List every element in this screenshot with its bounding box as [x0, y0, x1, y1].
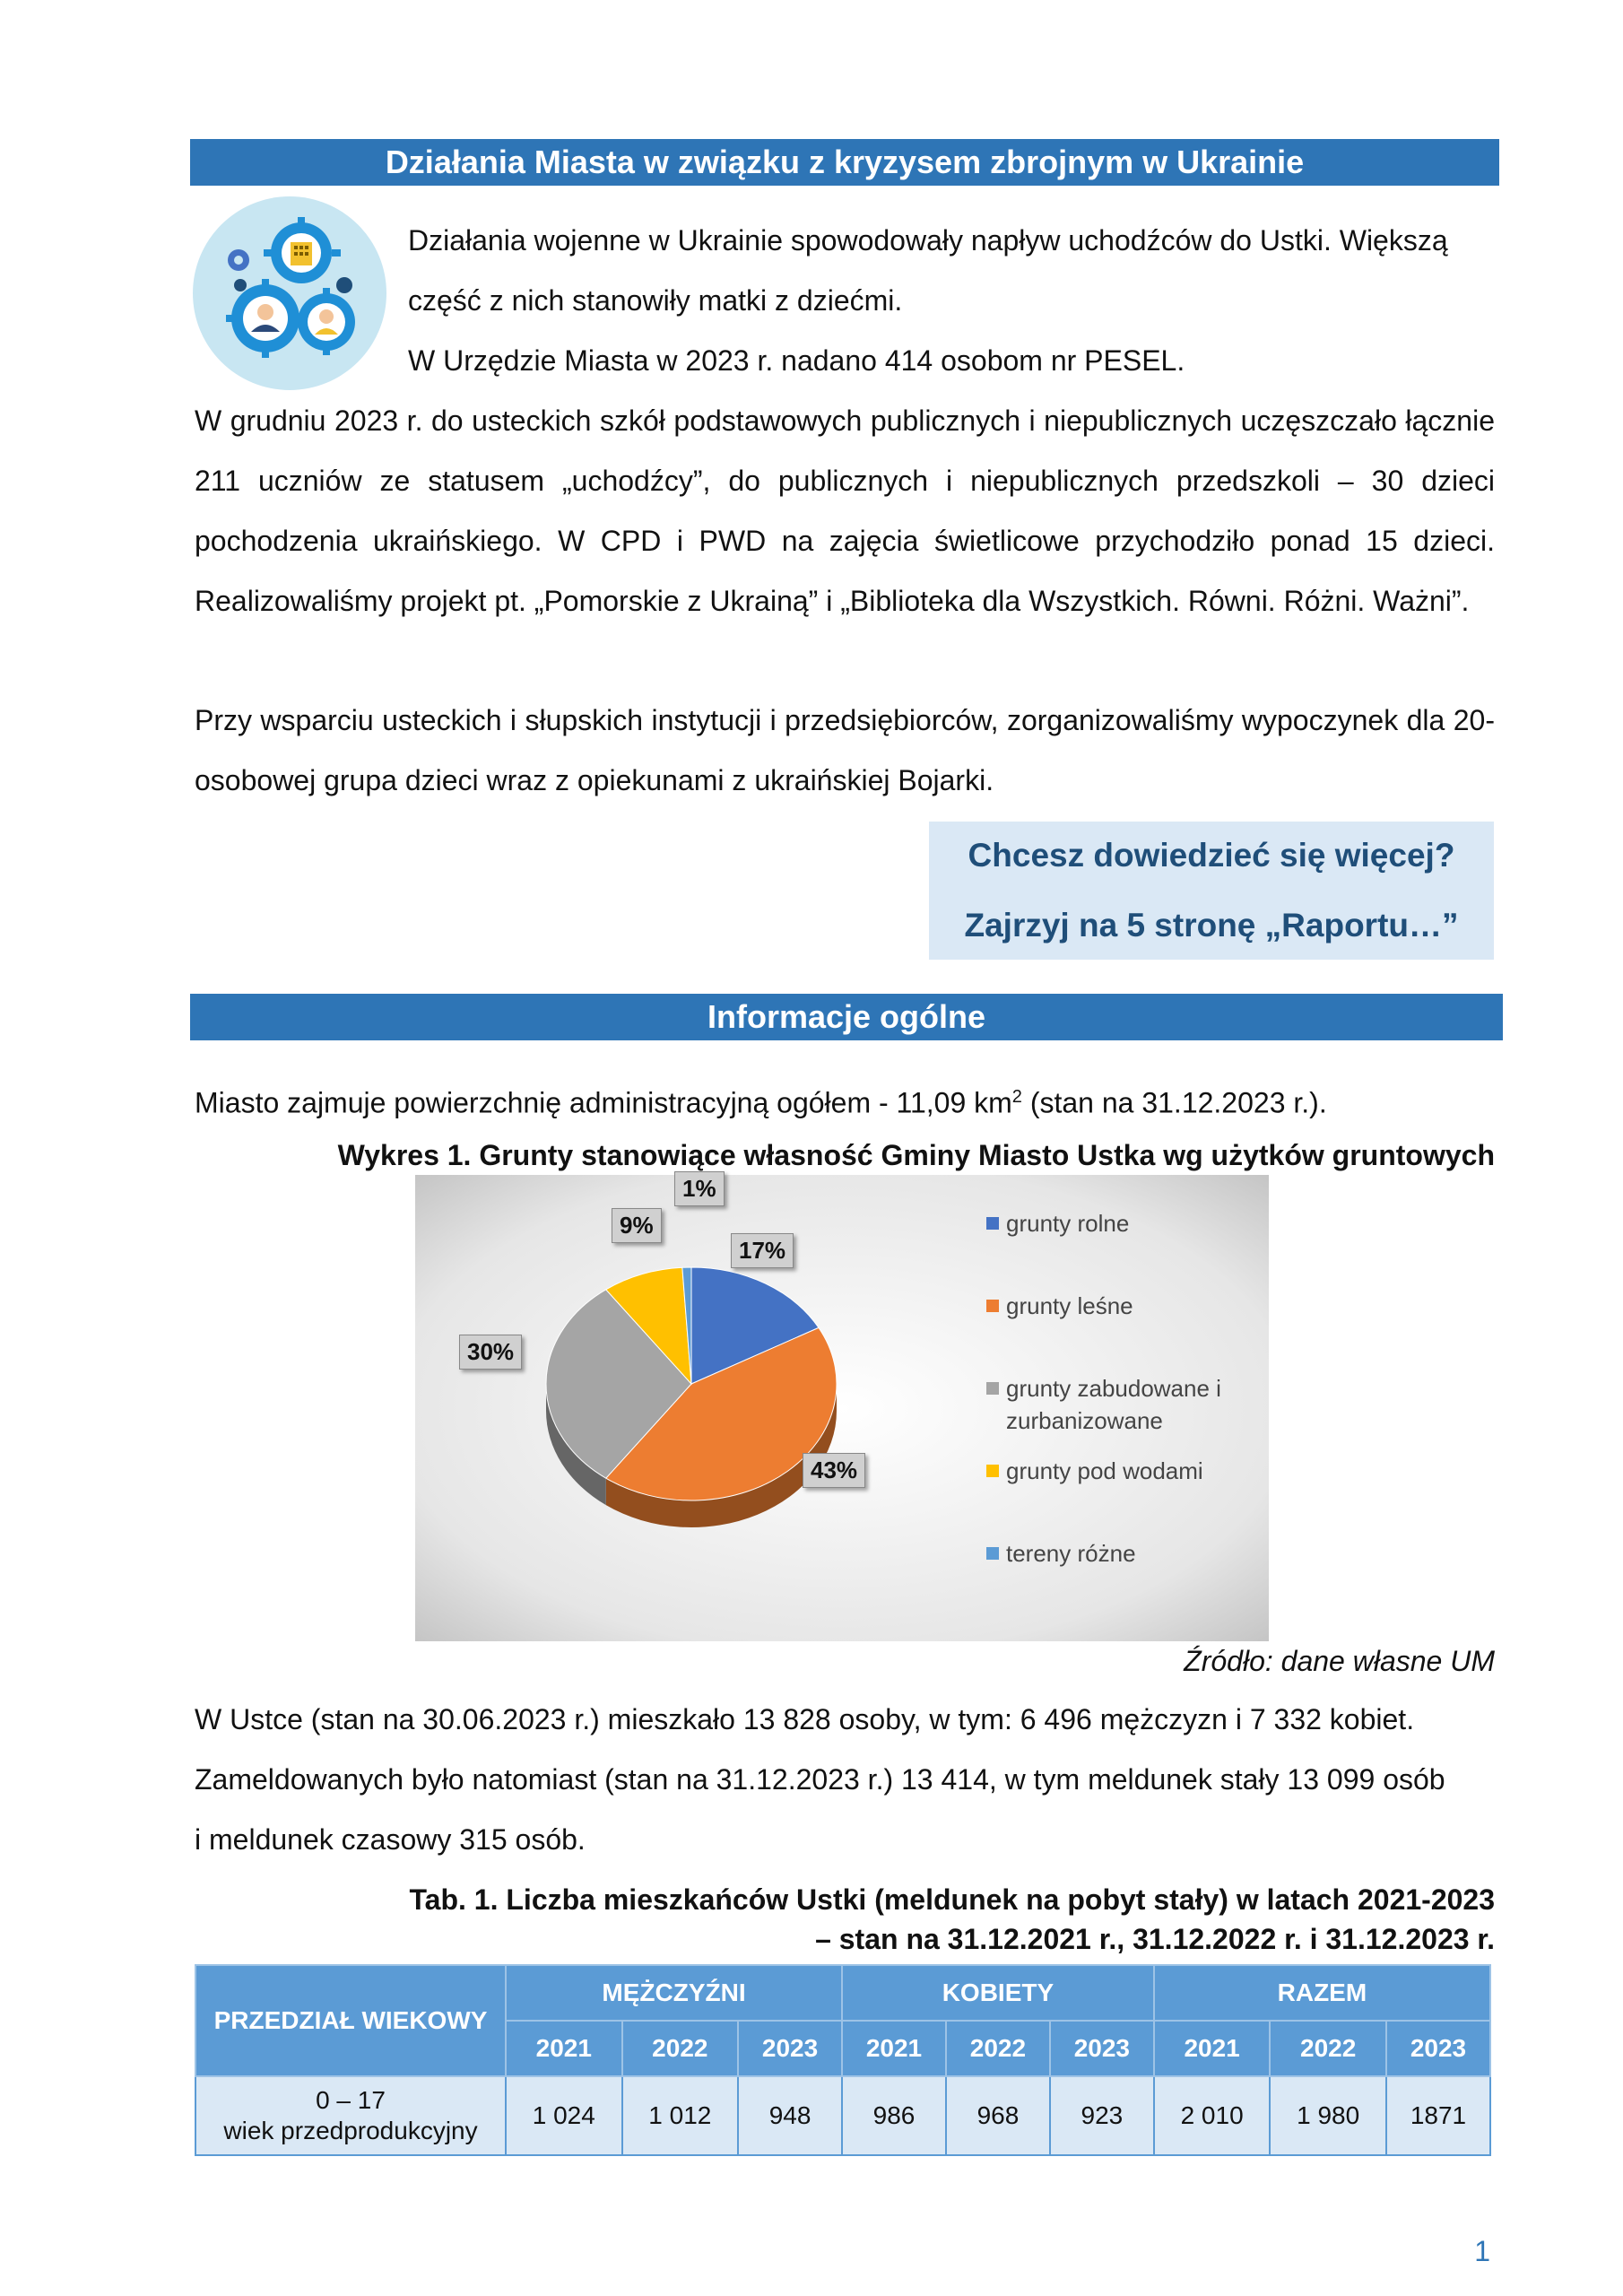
- pie-data-label: 30%: [459, 1335, 522, 1370]
- legend-label-line: tereny różne: [1006, 1540, 1136, 1567]
- legend-label: [1006, 1207, 1129, 1239]
- pie-data-label: 17%: [731, 1233, 794, 1268]
- group-header-men: MĘŻCZYŹNI: [506, 1965, 842, 2021]
- pie-data-label: 1%: [674, 1171, 725, 1206]
- area-unit-superscript: 2: [1011, 1087, 1022, 1107]
- page-number: 1: [1474, 2235, 1490, 2267]
- legend-item: [986, 1207, 1129, 1239]
- legend-item: [986, 1290, 1133, 1322]
- gears-people-icon: [192, 196, 387, 391]
- pie-data-label: 43%: [803, 1453, 865, 1488]
- table-cell: 1 980: [1270, 2076, 1386, 2155]
- legend-swatch: [986, 1382, 999, 1395]
- legend-label: [1006, 1372, 1221, 1437]
- report-callout-box: [929, 822, 1494, 960]
- holiday-support-paragraph: Przy wsparciu usteckich i słupskich instytucji i przedsiębiorców, zorganizowaliśmy wypoczynek dla 20-osobowej grupa dzieci wraz z opiekunami z ukraińskiej Bojarki.: [195, 704, 1495, 796]
- legend-label-line: grunty pod wodami: [1006, 1457, 1203, 1484]
- age-range-description: wiek przedprodukcyjny: [223, 2117, 478, 2144]
- chart-caption: Wykres 1. Grunty stanowiące własność Gminy Miasto Ustka wg użytków gruntowych: [337, 1139, 1495, 1171]
- table-cell: 923: [1050, 2076, 1154, 2155]
- table-cell: 948: [738, 2076, 842, 2155]
- population-line-3: i meldunek czasowy 315 osób.: [195, 1823, 586, 1856]
- legend-label-line: zurbanizowane: [1006, 1407, 1163, 1434]
- intro-line-2: część z nich stanowiły matki z dziećmi.: [408, 284, 903, 317]
- legend-label: [1006, 1537, 1136, 1570]
- table-cell: 986: [842, 2076, 946, 2155]
- table-caption-line-1: Tab. 1. Liczba mieszkańców Ustki (meldunek na pobyt stały) w latach 2021-2023: [409, 1883, 1495, 1916]
- legend-swatch: [986, 1465, 999, 1477]
- legend-label-line: grunty rolne: [1006, 1210, 1130, 1237]
- year-header: 2023: [1386, 2021, 1490, 2076]
- legend-item: [986, 1372, 1221, 1437]
- year-header: 2023: [1050, 2021, 1154, 2076]
- table-cell: 1 012: [622, 2076, 739, 2155]
- callout-line-1: Chcesz dowiedzieć się więcej?: [968, 837, 1455, 874]
- section-title-general-info: Informacje ogólne: [190, 994, 1503, 1040]
- table-cell: 968: [946, 2076, 1050, 2155]
- intro-line-1: Działania wojenne w Ukrainie spowodowały napływ uchodźców do Ustki. Większą: [408, 224, 1448, 257]
- legend-label: [1006, 1290, 1133, 1322]
- table-cell: 1871: [1386, 2076, 1490, 2155]
- population-line-2: Zameldowanych było natomiast (stan na 31.12.2023 r.) 13 414, w tym meldunek stały 13 099 osób: [195, 1763, 1445, 1796]
- city-area-text: [195, 1067, 1495, 1134]
- legend-label-line: grunty leśne: [1006, 1292, 1133, 1319]
- group-header-total: RAZEM: [1154, 1965, 1490, 2021]
- legend-item: [986, 1537, 1136, 1570]
- year-header: 2023: [738, 2021, 842, 2076]
- age-range-header: PRZEDZIAŁ WIEKOWY: [195, 1965, 506, 2076]
- table-row: [195, 2076, 1490, 2155]
- legend-label: [1006, 1455, 1203, 1487]
- legend-swatch: [986, 1547, 999, 1560]
- table-caption-line-2: – stan na 31.12.2021 r., 31.12.2022 r. i 31.12.2023 r.: [815, 1923, 1495, 1955]
- age-range-cell: [195, 2076, 506, 2155]
- area-text-main: Miasto zajmuje powierzchnię administracyjną ogółem - 11,09 km: [195, 1086, 1012, 1119]
- year-header: 2022: [1270, 2021, 1386, 2076]
- callout-line-2: Zajrzyj na 5 stronę „Raportu…”: [964, 907, 1459, 944]
- table-cell: 2 010: [1154, 2076, 1271, 2155]
- legend-item: [986, 1455, 1203, 1487]
- legend-swatch: [986, 1300, 999, 1312]
- pie-data-label: 9%: [612, 1208, 662, 1243]
- section-title-ukraine: Działania Miasta w związku z kryzysem zbrojnym w Ukrainie: [190, 139, 1499, 186]
- chart-source: Źródło: dane własne UM: [1184, 1645, 1495, 1677]
- table-cell: 1 024: [506, 2076, 622, 2155]
- year-header: 2021: [1154, 2021, 1271, 2076]
- population-line-1: W Ustce (stan na 30.06.2023 r.) mieszkało 13 828 osoby, w tym: 6 496 mężczyzn i 7 332 kobiet.: [195, 1703, 1415, 1735]
- residents-table: [195, 1964, 1491, 2156]
- year-header: 2021: [506, 2021, 622, 2076]
- year-header: 2021: [842, 2021, 946, 2076]
- year-header: 2022: [622, 2021, 739, 2076]
- refugee-education-paragraph: W grudniu 2023 r. do usteckich szkół podstawowych publicznych i niepublicznych uczęszczało łącznie 211 uczniów ze statusem „uchodźcy”, do publicznych i niepublicznych przedszkoli – 30 dzieci pochodzenia ukraińskiego. W CPD i PWD na zajęcia świetlicowe przychodziło ponad 15 dzieci. Realizowaliśmy projekt pt. „Pomorskie z Ukrainą” i „Biblioteka dla Wszystkich. Równi. Różni. Ważni”.: [195, 404, 1495, 617]
- year-header: 2022: [946, 2021, 1050, 2076]
- legend-label-line: grunty zabudowane i: [1006, 1375, 1221, 1402]
- legend-swatch: [986, 1217, 999, 1230]
- group-header-women: KOBIETY: [842, 1965, 1154, 2021]
- age-range-value: 0 – 17: [316, 2086, 386, 2114]
- table-caption: [410, 1880, 1496, 1959]
- intro-line-3: W Urzędzie Miasta w 2023 r. nadano 414 osobom nr PESEL.: [408, 344, 1185, 377]
- area-text-date: (stan na 31.12.2023 r.).: [1021, 1086, 1327, 1119]
